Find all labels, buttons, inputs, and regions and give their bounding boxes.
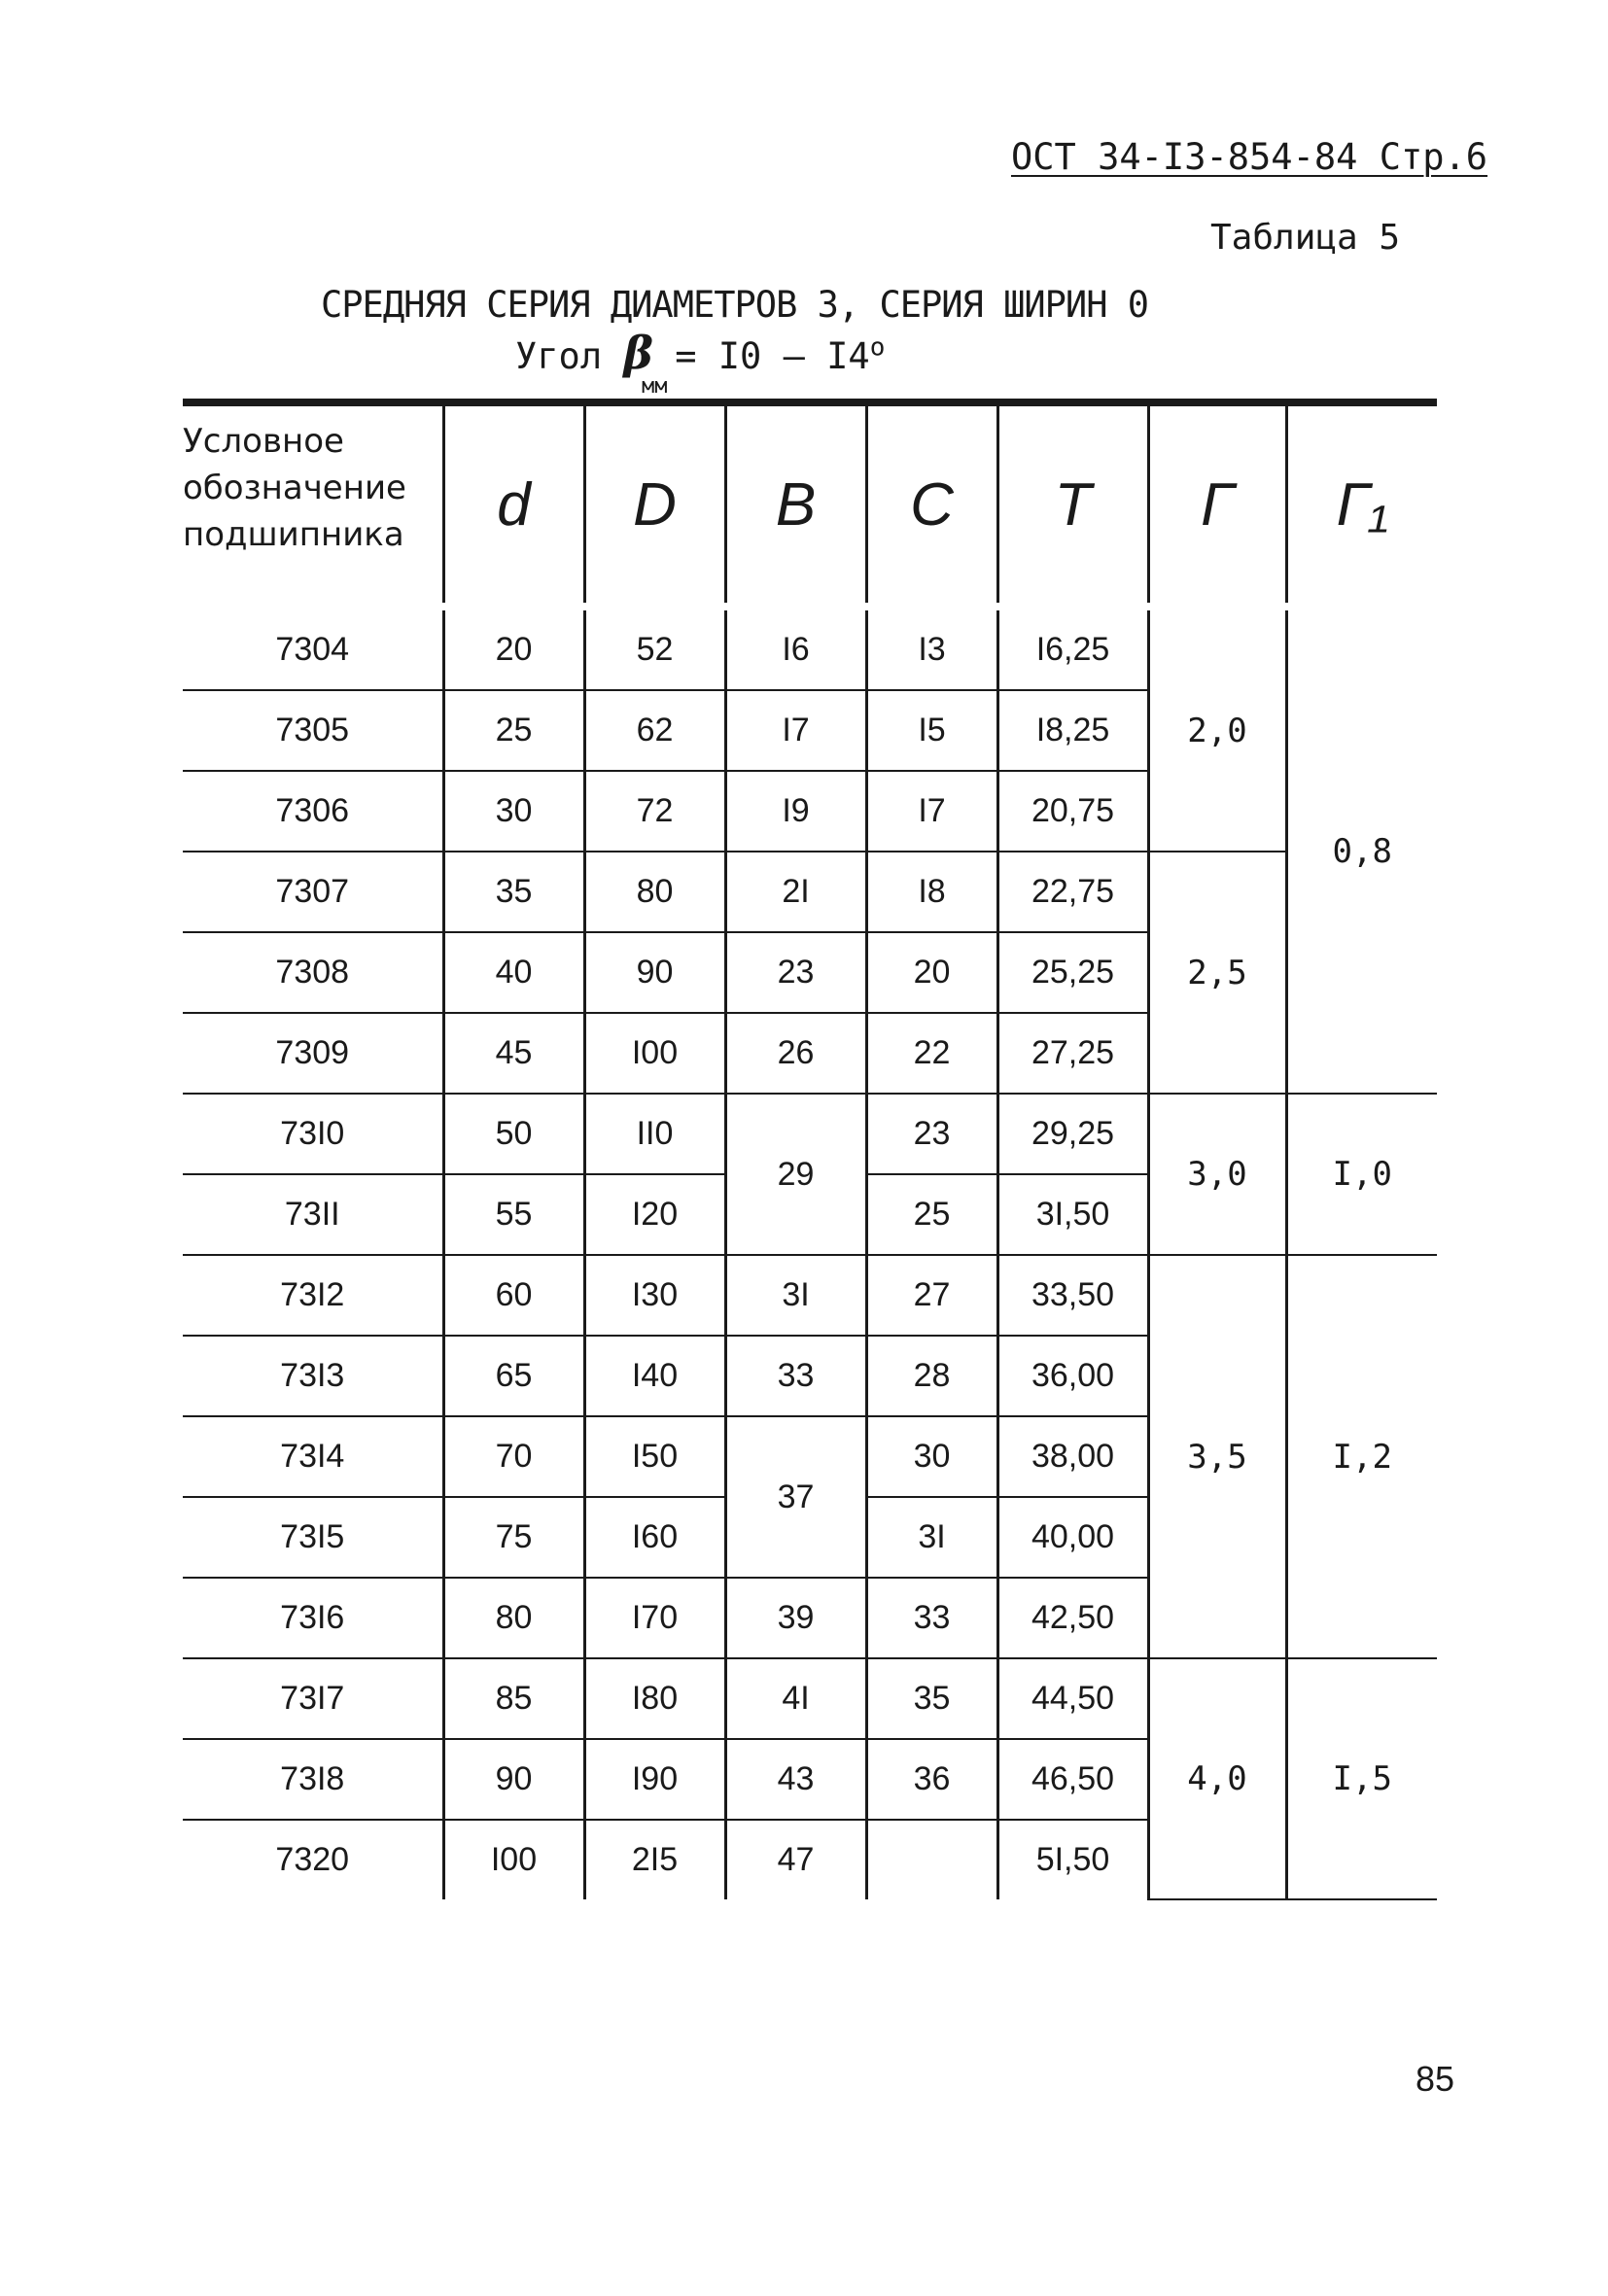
col-header-G: Г <box>1148 402 1286 607</box>
cell-D: I30 <box>584 1255 725 1336</box>
cell-d: 75 <box>443 1497 584 1578</box>
cell-G: 2,5 <box>1148 852 1286 1094</box>
cell-G: 2,0 <box>1148 607 1286 852</box>
cell-C: I3 <box>866 607 997 690</box>
cell-D: II0 <box>584 1094 725 1174</box>
cell-designation: 73I0 <box>183 1094 443 1174</box>
cell-T: 3I,50 <box>997 1174 1148 1255</box>
cell-T: 36,00 <box>997 1336 1148 1416</box>
col-header-T: T <box>997 402 1148 607</box>
cell-B: 23 <box>725 932 866 1013</box>
col-header-D: D <box>584 402 725 607</box>
angle-line <box>515 327 885 379</box>
table-row <box>183 1658 1437 1739</box>
cell-B: 3I <box>725 1255 866 1336</box>
cell-C: 33 <box>866 1578 997 1658</box>
cell-C: 22 <box>866 1013 997 1094</box>
table-body <box>183 607 1437 1899</box>
table-row <box>183 852 1437 932</box>
cell-C: 25 <box>866 1174 997 1255</box>
cell-B: 2I <box>725 852 866 932</box>
cell-d: 60 <box>443 1255 584 1336</box>
cell-D: I80 <box>584 1658 725 1739</box>
cell-T: 46,50 <box>997 1739 1148 1820</box>
cell-B: I7 <box>725 690 866 771</box>
cell-B: 4I <box>725 1658 866 1739</box>
cell-d: 25 <box>443 690 584 771</box>
cell-d: 45 <box>443 1013 584 1094</box>
cell-C: 20 <box>866 932 997 1013</box>
cell-d: 50 <box>443 1094 584 1174</box>
cell-designation: 7320 <box>275 1841 350 1878</box>
cell-C: I7 <box>866 771 997 852</box>
cell-d: 80 <box>443 1578 584 1658</box>
cell-T: 38,00 <box>997 1416 1148 1497</box>
cell-G1: I,5 <box>1286 1658 1437 1899</box>
cell-T: 40,00 <box>997 1497 1148 1578</box>
cell-d: 35 <box>443 852 584 932</box>
cell-C: 23 <box>866 1094 997 1174</box>
cell-T: 29,25 <box>997 1094 1148 1174</box>
cell-d: 70 <box>443 1416 584 1497</box>
cell-designation: 7309 <box>183 1013 443 1094</box>
cell-B: 33 <box>725 1336 866 1416</box>
cell-T: 22,75 <box>997 852 1148 932</box>
cell-B: 39 <box>725 1578 866 1658</box>
col-header-d: d <box>443 402 584 607</box>
table-label: Таблица 5 <box>1210 218 1401 258</box>
cell-T: 25,25 <box>997 932 1148 1013</box>
cell-B: I6 <box>725 607 866 690</box>
cell-C: 28 <box>866 1336 997 1416</box>
table-row <box>183 607 1437 690</box>
cell-designation: 7306 <box>183 771 443 852</box>
cell-B: 47 <box>725 1820 866 1899</box>
cell-designation: 7305 <box>183 690 443 771</box>
cell-D: I20 <box>584 1174 725 1255</box>
cell-T: 44,50 <box>997 1658 1148 1739</box>
cell-C: 35 <box>866 1658 997 1739</box>
cell-d: 55 <box>443 1174 584 1255</box>
cell-B: 43 <box>725 1739 866 1820</box>
cell-d: 90 <box>443 1739 584 1820</box>
cell-C: 3I <box>866 1497 997 1578</box>
angle-range: = I0 — I4 <box>675 335 870 377</box>
cell-T: 42,50 <box>997 1578 1148 1658</box>
degree-sign: о <box>869 332 886 363</box>
cell-G1: I,0 <box>1286 1094 1437 1255</box>
cell-D: 52 <box>584 607 725 690</box>
cell-D: 72 <box>584 771 725 852</box>
cell-designation: 73I6 <box>183 1578 443 1658</box>
cell-G: 4,0 <box>1148 1658 1286 1899</box>
cell-designation: 73I5 <box>183 1497 443 1578</box>
cell-B: 29 <box>725 1094 866 1255</box>
cell-d: 20 <box>443 607 584 690</box>
col-header-C: C <box>866 402 997 607</box>
col-header-designation: Условное обозначение подшипника <box>183 402 443 607</box>
cell-d: 65 <box>443 1336 584 1416</box>
cell-designation: 7307 <box>183 852 443 932</box>
cell-C: I5 <box>866 690 997 771</box>
cell-designation: 7308 <box>183 932 443 1013</box>
cell-d: I00 <box>443 1820 584 1899</box>
cell-B: I9 <box>725 771 866 852</box>
cell-D: 62 <box>584 690 725 771</box>
cell-C: 36 <box>866 1739 997 1820</box>
table-header-row <box>183 402 1437 607</box>
cell-designation: 73I4 <box>183 1416 443 1497</box>
angle-prefix: Угол <box>515 335 603 377</box>
cell-designation: 73II <box>183 1174 443 1255</box>
cell-T: 27,25 <box>997 1013 1148 1094</box>
beta-symbol: β <box>623 327 653 379</box>
table-row <box>183 1255 1437 1336</box>
cell-C: 30 <box>866 1416 997 1497</box>
cell-D: I40 <box>584 1336 725 1416</box>
cell-designation: 73I3 <box>183 1336 443 1416</box>
cell-T: I8,25 <box>997 690 1148 771</box>
document-code: ОСТ 34-I3-854-84 Стр.6 <box>1011 136 1488 178</box>
cell-T: I6,25 <box>997 607 1148 690</box>
cell-designation: 73I2 <box>183 1255 443 1336</box>
cell-D: 80 <box>584 852 725 932</box>
cell-T: 33,50 <box>997 1255 1148 1336</box>
cell-D: I70 <box>584 1578 725 1658</box>
cell-T: 20,75 <box>997 771 1148 852</box>
cell-designation: 7304 <box>183 607 443 690</box>
cell-d: 85 <box>443 1658 584 1739</box>
table-title: СРЕДНЯЯ СЕРИЯ ДИАМЕТРОВ 3, СЕРИЯ ШИРИН 0 <box>321 284 1149 326</box>
cell-C: I8 <box>866 852 997 932</box>
page-number: 85 <box>1416 2059 1455 2099</box>
cell-G: 3,5 <box>1148 1255 1286 1658</box>
cell-d: 40 <box>443 932 584 1013</box>
cell-B: 37 <box>725 1416 866 1578</box>
cell-D: I60 <box>584 1497 725 1578</box>
cell-G: 3,0 <box>1148 1094 1286 1255</box>
cell-G1: I,2 <box>1286 1255 1437 1658</box>
cell-D: I50 <box>584 1416 725 1497</box>
col-header-G1: Г₁ <box>1286 402 1437 607</box>
cell-C <box>866 1820 997 1899</box>
cell-B: 26 <box>725 1013 866 1094</box>
cell-D: I90 <box>584 1739 725 1820</box>
cell-designation: 73I7 <box>183 1658 443 1739</box>
units-label: мм <box>642 374 668 399</box>
bearing-dimensions-table <box>183 399 1437 1900</box>
cell-D: I00 <box>584 1013 725 1094</box>
cell-D: 2I5 <box>584 1820 725 1899</box>
cell-C: 27 <box>866 1255 997 1336</box>
table-row <box>183 1094 1437 1174</box>
cell-T: 5I,50 <box>997 1820 1148 1899</box>
cell-d: 30 <box>443 771 584 852</box>
cell-designation: 73I8 <box>183 1739 443 1820</box>
col-header-B: B <box>725 402 866 607</box>
cell-D: 90 <box>584 932 725 1013</box>
cell-G1: 0,8 <box>1286 607 1437 1094</box>
